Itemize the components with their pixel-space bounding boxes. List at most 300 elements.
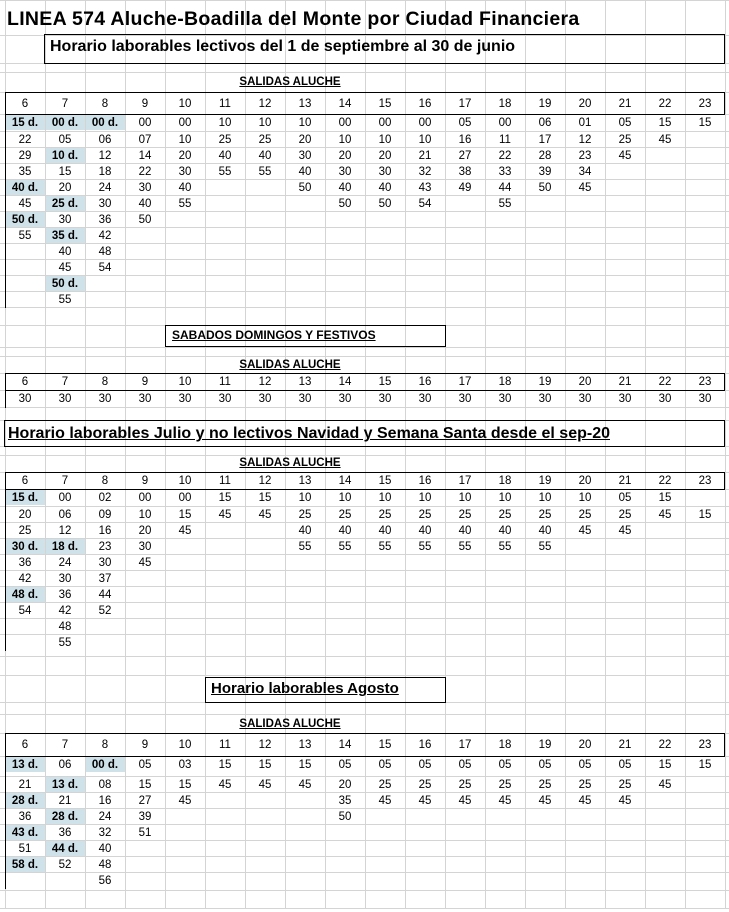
departure-time: 48 (98, 858, 112, 871)
departure-time: 02 (98, 491, 112, 504)
departure-time: 00 (498, 116, 512, 129)
departure-time: 36 (98, 213, 112, 226)
departure-time: 20 (378, 149, 392, 162)
hour-header: 15 (378, 739, 392, 751)
hour-header: 16 (418, 376, 432, 388)
departure-time: 55 (378, 540, 392, 553)
departure-time: 22 (498, 149, 512, 162)
section-1-heading: Horario laborables lectivos del 1 de septiembre al 30 de junio (50, 38, 516, 55)
departure-time: 30 (698, 393, 712, 405)
departure-time: 10 (418, 133, 432, 146)
departure-time: 45 (498, 794, 512, 807)
gridline-h (0, 908, 729, 909)
hour-header: 17 (458, 97, 472, 110)
heading-box-border (205, 702, 446, 703)
departure-time: 30 (58, 572, 72, 585)
departure-time: 36 (58, 588, 72, 601)
hour-header: 13 (298, 376, 312, 388)
departure-time: 40 (338, 181, 352, 194)
departure-time: 40 (378, 524, 392, 537)
departure-time: 25 (578, 778, 592, 791)
departure-time: 56 (98, 874, 112, 887)
departure-time: 36 (18, 556, 32, 569)
departure-time: 25 (458, 778, 472, 791)
departure-time: 25 d. (51, 197, 79, 210)
departure-time: 15 (258, 491, 272, 504)
section-4-heading: Horario laborables Agosto (211, 680, 399, 697)
departure-time: 00 (418, 116, 432, 129)
section-1-subheading: SALIDAS ALUCHE (239, 76, 341, 88)
departure-time: 05 (418, 758, 432, 771)
departure-time: 06 (538, 116, 552, 129)
departure-time: 10 (418, 491, 432, 504)
departure-time: 45 (618, 149, 632, 162)
departure-time: 08 (98, 778, 112, 791)
departure-time: 45 (138, 556, 152, 569)
departure-time: 30 (298, 393, 312, 405)
hour-header: 17 (458, 739, 472, 751)
departure-time: 39 (538, 165, 552, 178)
departure-time: 39 (138, 810, 152, 823)
hour-header: 11 (219, 97, 231, 110)
departure-time: 30 (618, 393, 632, 405)
departure-time: 17 (538, 133, 552, 146)
departure-time: 00 (378, 116, 392, 129)
hour-header: 8 (101, 97, 109, 110)
departure-time: 44 d. (51, 842, 79, 855)
departure-time: 25 (618, 508, 632, 521)
table-border (5, 390, 724, 391)
heading-box-border (44, 63, 725, 64)
departure-time: 30 (178, 393, 192, 405)
departure-time: 50 (138, 213, 152, 226)
hour-header: 11 (219, 376, 231, 388)
hour-header: 21 (618, 376, 632, 388)
departure-time: 25 (338, 508, 352, 521)
departure-time: 40 (458, 524, 472, 537)
departure-time: 25 (218, 133, 232, 146)
departure-time: 15 (178, 778, 192, 791)
heading-box-border (4, 420, 5, 446)
heading-box-border (165, 346, 446, 347)
departure-time: 45 (18, 197, 32, 210)
hour-header: 7 (61, 97, 69, 110)
departure-time: 10 (298, 491, 312, 504)
departure-time: 45 (218, 508, 232, 521)
hour-header: 19 (538, 739, 552, 751)
hour-header: 22 (658, 739, 672, 751)
hour-header: 16 (418, 739, 432, 751)
hour-header: 12 (258, 97, 272, 110)
departure-time: 18 d. (51, 540, 79, 553)
departure-time: 25 (538, 508, 552, 521)
hour-header: 14 (338, 376, 352, 388)
departure-time: 13 d. (11, 758, 39, 771)
departure-time: 45 (618, 524, 632, 537)
hour-header: 17 (458, 475, 472, 487)
hour-header: 20 (578, 376, 592, 388)
departure-time: 00 d. (91, 758, 119, 771)
departure-time: 45 (218, 778, 232, 791)
departure-time: 15 (58, 165, 72, 178)
hour-header: 9 (141, 97, 149, 110)
departure-time: 55 (538, 540, 552, 553)
departure-time: 55 (58, 636, 72, 649)
departure-time: 36 (18, 810, 32, 823)
departure-time: 29 (18, 149, 32, 162)
departure-time: 40 (378, 181, 392, 194)
departure-time: 48 (98, 245, 112, 258)
departure-time: 30 (18, 393, 32, 405)
departure-time: 20 (178, 149, 192, 162)
departure-time: 45 (178, 524, 192, 537)
departure-time: 30 d. (11, 540, 39, 553)
departure-time: 15 (218, 491, 232, 504)
departure-time: 45 (538, 794, 552, 807)
departure-time: 30 (338, 165, 352, 178)
hour-header: 15 (378, 376, 392, 388)
hour-header: 13 (298, 739, 312, 751)
heading-box-border (205, 677, 445, 678)
departure-time: 13 d. (51, 778, 79, 791)
departure-time: 50 d. (11, 213, 39, 226)
departure-time: 21 (418, 149, 432, 162)
departure-time: 30 (378, 393, 392, 405)
departure-time: 10 (498, 491, 512, 504)
departure-time: 27 (458, 149, 472, 162)
departure-time: 35 d. (51, 229, 79, 242)
departure-time: 10 (378, 491, 392, 504)
departure-time: 30 (338, 393, 352, 405)
departure-time: 45 (658, 508, 672, 521)
departure-time: 40 (338, 524, 352, 537)
departure-time: 00 d. (51, 116, 79, 129)
departure-time: 15 d. (11, 491, 39, 504)
departure-time: 15 (698, 508, 712, 521)
departure-time: 30 (258, 393, 272, 405)
departure-time: 05 (578, 758, 592, 771)
departure-time: 20 (138, 524, 152, 537)
departure-time: 00 (58, 491, 72, 504)
departure-time: 15 (218, 758, 232, 771)
departure-time: 45 (258, 508, 272, 521)
departure-time: 25 (618, 778, 632, 791)
section-2-subheading: SALIDAS ALUCHE (239, 359, 341, 371)
departure-time: 45 (618, 794, 632, 807)
departure-time: 45 (578, 794, 592, 807)
departure-time: 06 (58, 758, 72, 771)
departure-time: 10 (218, 116, 232, 129)
departure-time: 36 (58, 826, 72, 839)
table-border (5, 373, 724, 374)
hour-header: 20 (578, 97, 592, 110)
hour-header: 15 (378, 475, 392, 487)
hour-header: 16 (418, 97, 432, 110)
departure-time: 25 (578, 508, 592, 521)
hour-header: 21 (618, 97, 632, 110)
departure-time: 05 (138, 758, 152, 771)
departure-time: 25 (18, 524, 32, 537)
hour-header: 9 (141, 739, 149, 751)
hour-header: 8 (101, 475, 109, 487)
departure-time: 55 (298, 540, 312, 553)
departure-time: 16 (98, 524, 112, 537)
heading-box-border (4, 446, 725, 447)
hour-header: 16 (418, 475, 432, 487)
departure-time: 25 (538, 778, 552, 791)
departure-time: 52 (98, 604, 112, 617)
departure-time: 34 (578, 165, 592, 178)
departure-time: 45 (378, 794, 392, 807)
heading-box-border (4, 420, 724, 421)
departure-time: 30 (658, 393, 672, 405)
departure-time: 28 d. (11, 794, 39, 807)
hour-header: 23 (698, 376, 712, 388)
departure-time: 10 (338, 133, 352, 146)
departure-time: 40 (58, 245, 72, 258)
gridline-v (725, 0, 726, 908)
hour-header: 11 (219, 739, 231, 751)
departure-time: 55 (58, 293, 72, 306)
departure-time: 30 (378, 165, 392, 178)
departure-time: 40 (498, 524, 512, 537)
departure-time: 30 (538, 393, 552, 405)
departure-time: 45 (658, 778, 672, 791)
departure-time: 40 (178, 181, 192, 194)
departure-time: 15 (698, 116, 712, 129)
departure-time: 10 (538, 491, 552, 504)
heading-box-border (445, 325, 446, 346)
departure-time: 45 (458, 794, 472, 807)
hour-header: 8 (101, 376, 109, 388)
departure-time: 25 (498, 778, 512, 791)
heading-box-border (724, 420, 725, 446)
departure-time: 11 (499, 133, 511, 146)
departure-time: 30 (58, 213, 72, 226)
departure-time: 45 (298, 778, 312, 791)
page-title: LINEA 574 Aluche-Boadilla del Monte por Ciudad Financiera (7, 8, 580, 30)
table-border (5, 472, 724, 473)
departure-time: 15 (138, 778, 152, 791)
departure-time: 44 (498, 181, 512, 194)
departure-time: 05 (338, 758, 352, 771)
departure-time: 45 (418, 794, 432, 807)
departure-time: 30 (298, 149, 312, 162)
departure-time: 12 (578, 133, 592, 146)
departure-time: 25 (378, 778, 392, 791)
hour-header: 8 (101, 739, 109, 751)
departure-time: 25 (378, 508, 392, 521)
hour-header: 22 (658, 97, 672, 110)
hour-header: 23 (698, 475, 712, 487)
departure-time: 22 (18, 133, 32, 146)
departure-time: 30 (418, 393, 432, 405)
departure-time: 45 (58, 261, 72, 274)
departure-time: 54 (98, 261, 112, 274)
hour-header: 6 (21, 475, 29, 487)
hour-header: 20 (578, 475, 592, 487)
hour-header: 7 (61, 739, 69, 751)
hour-header: 9 (141, 376, 149, 388)
hour-header: 20 (578, 739, 592, 751)
table-border (5, 92, 6, 308)
departure-time: 48 d. (11, 588, 39, 601)
departure-time: 33 (498, 165, 512, 178)
departure-time: 40 (98, 842, 112, 855)
departure-time: 32 (98, 826, 112, 839)
departure-time: 30 (138, 181, 152, 194)
departure-time: 05 (618, 758, 632, 771)
departure-time: 01 (578, 116, 592, 129)
departure-time: 09 (98, 508, 112, 521)
heading-box-border (724, 34, 725, 63)
departure-time: 30 (98, 197, 112, 210)
hour-header: 6 (21, 739, 29, 751)
departure-time: 25 (418, 508, 432, 521)
hour-header: 22 (658, 376, 672, 388)
departure-time: 30 (58, 393, 72, 405)
departure-time: 44 (98, 588, 112, 601)
departure-time: 00 (178, 491, 192, 504)
departure-time: 15 (258, 758, 272, 771)
departure-time: 45 (258, 778, 272, 791)
departure-time: 25 (298, 508, 312, 521)
departure-time: 05 (378, 758, 392, 771)
departure-time: 49 (458, 181, 472, 194)
hour-header: 10 (178, 376, 192, 388)
departure-time: 50 (378, 197, 392, 210)
departure-time: 05 (498, 758, 512, 771)
departure-time: 40 (258, 149, 272, 162)
departure-time: 10 (178, 133, 192, 146)
hour-header: 6 (21, 376, 29, 388)
departure-time: 43 (418, 181, 432, 194)
departure-time: 52 (58, 858, 72, 871)
heading-box-border (44, 34, 45, 63)
departure-time: 42 (18, 572, 32, 585)
departure-time: 21 (18, 778, 32, 791)
departure-time: 28 (538, 149, 552, 162)
hour-header: 15 (378, 97, 392, 110)
departure-time: 30 (98, 556, 112, 569)
departure-time: 15 d. (11, 116, 39, 129)
departure-time: 20 (18, 508, 32, 521)
heading-box-border (44, 34, 724, 35)
departure-time: 40 (298, 165, 312, 178)
hour-header: 13 (298, 97, 312, 110)
departure-time: 30 (578, 393, 592, 405)
departure-time: 30 (458, 393, 472, 405)
hour-header: 11 (219, 475, 231, 487)
table-border (5, 92, 724, 93)
departure-time: 38 (458, 165, 472, 178)
section-3-subheading: SALIDAS ALUCHE (239, 457, 341, 469)
departure-time: 30 (178, 165, 192, 178)
departure-time: 00 d. (91, 116, 119, 129)
section-2-heading: SABADOS DOMINGOS Y FESTIVOS (172, 328, 376, 342)
departure-time: 55 (258, 165, 272, 178)
departure-time: 15 (698, 758, 712, 771)
departure-time: 03 (178, 758, 192, 771)
departure-time: 16 (458, 133, 472, 146)
departure-time: 28 d. (51, 810, 79, 823)
departure-time: 00 (138, 491, 152, 504)
departure-time: 20 (338, 778, 352, 791)
hour-header: 14 (338, 475, 352, 487)
departure-time: 15 (658, 758, 672, 771)
hour-header: 12 (258, 739, 272, 751)
departure-time: 42 (58, 604, 72, 617)
departure-time: 05 (458, 116, 472, 129)
heading-box-border (445, 677, 446, 702)
departure-time: 15 (298, 758, 312, 771)
heading-box-border (165, 325, 166, 346)
departure-time: 51 (18, 842, 32, 855)
departure-time: 25 (498, 508, 512, 521)
table-border (5, 733, 724, 734)
departure-time: 40 d. (11, 181, 39, 194)
departure-time: 32 (418, 165, 432, 178)
departure-time: 30 (98, 393, 112, 405)
departure-time: 55 (338, 540, 352, 553)
departure-time: 50 (338, 810, 352, 823)
departure-time: 10 (298, 116, 312, 129)
departure-time: 23 (578, 149, 592, 162)
departure-time: 55 (178, 197, 192, 210)
departure-time: 35 (338, 794, 352, 807)
departure-time: 55 (458, 540, 472, 553)
departure-time: 58 d. (11, 858, 39, 871)
departure-time: 50 (298, 181, 312, 194)
hour-header: 12 (258, 475, 272, 487)
table-border (5, 373, 6, 408)
departure-time: 23 (98, 540, 112, 553)
hour-header: 21 (618, 475, 632, 487)
departure-time: 05 (458, 758, 472, 771)
departure-time: 55 (418, 540, 432, 553)
departure-time: 10 (138, 508, 152, 521)
departure-time: 15 (658, 116, 672, 129)
departure-time: 25 (418, 778, 432, 791)
hour-header: 18 (498, 475, 512, 487)
departure-time: 45 (578, 524, 592, 537)
departure-time: 54 (18, 604, 32, 617)
departure-time: 30 (218, 393, 232, 405)
departure-time: 45 (178, 794, 192, 807)
departure-time: 24 (98, 181, 112, 194)
hour-header: 18 (498, 739, 512, 751)
departure-time: 15 (178, 508, 192, 521)
departure-time: 00 (338, 116, 352, 129)
departure-time: 40 (218, 149, 232, 162)
departure-time: 35 (18, 165, 32, 178)
departure-time: 50 d. (51, 277, 79, 290)
hour-header: 19 (538, 376, 552, 388)
hour-header: 7 (61, 376, 69, 388)
hour-header: 7 (61, 475, 69, 487)
hour-header: 19 (538, 97, 552, 110)
departure-time: 20 (338, 149, 352, 162)
departure-time: 43 d. (11, 826, 39, 839)
departure-time: 40 (298, 524, 312, 537)
departure-time: 25 (618, 133, 632, 146)
hour-header: 19 (538, 475, 552, 487)
departure-time: 54 (418, 197, 432, 210)
departure-time: 50 (538, 181, 552, 194)
hour-header: 17 (458, 376, 472, 388)
departure-time: 05 (618, 116, 632, 129)
departure-time: 50 (338, 197, 352, 210)
